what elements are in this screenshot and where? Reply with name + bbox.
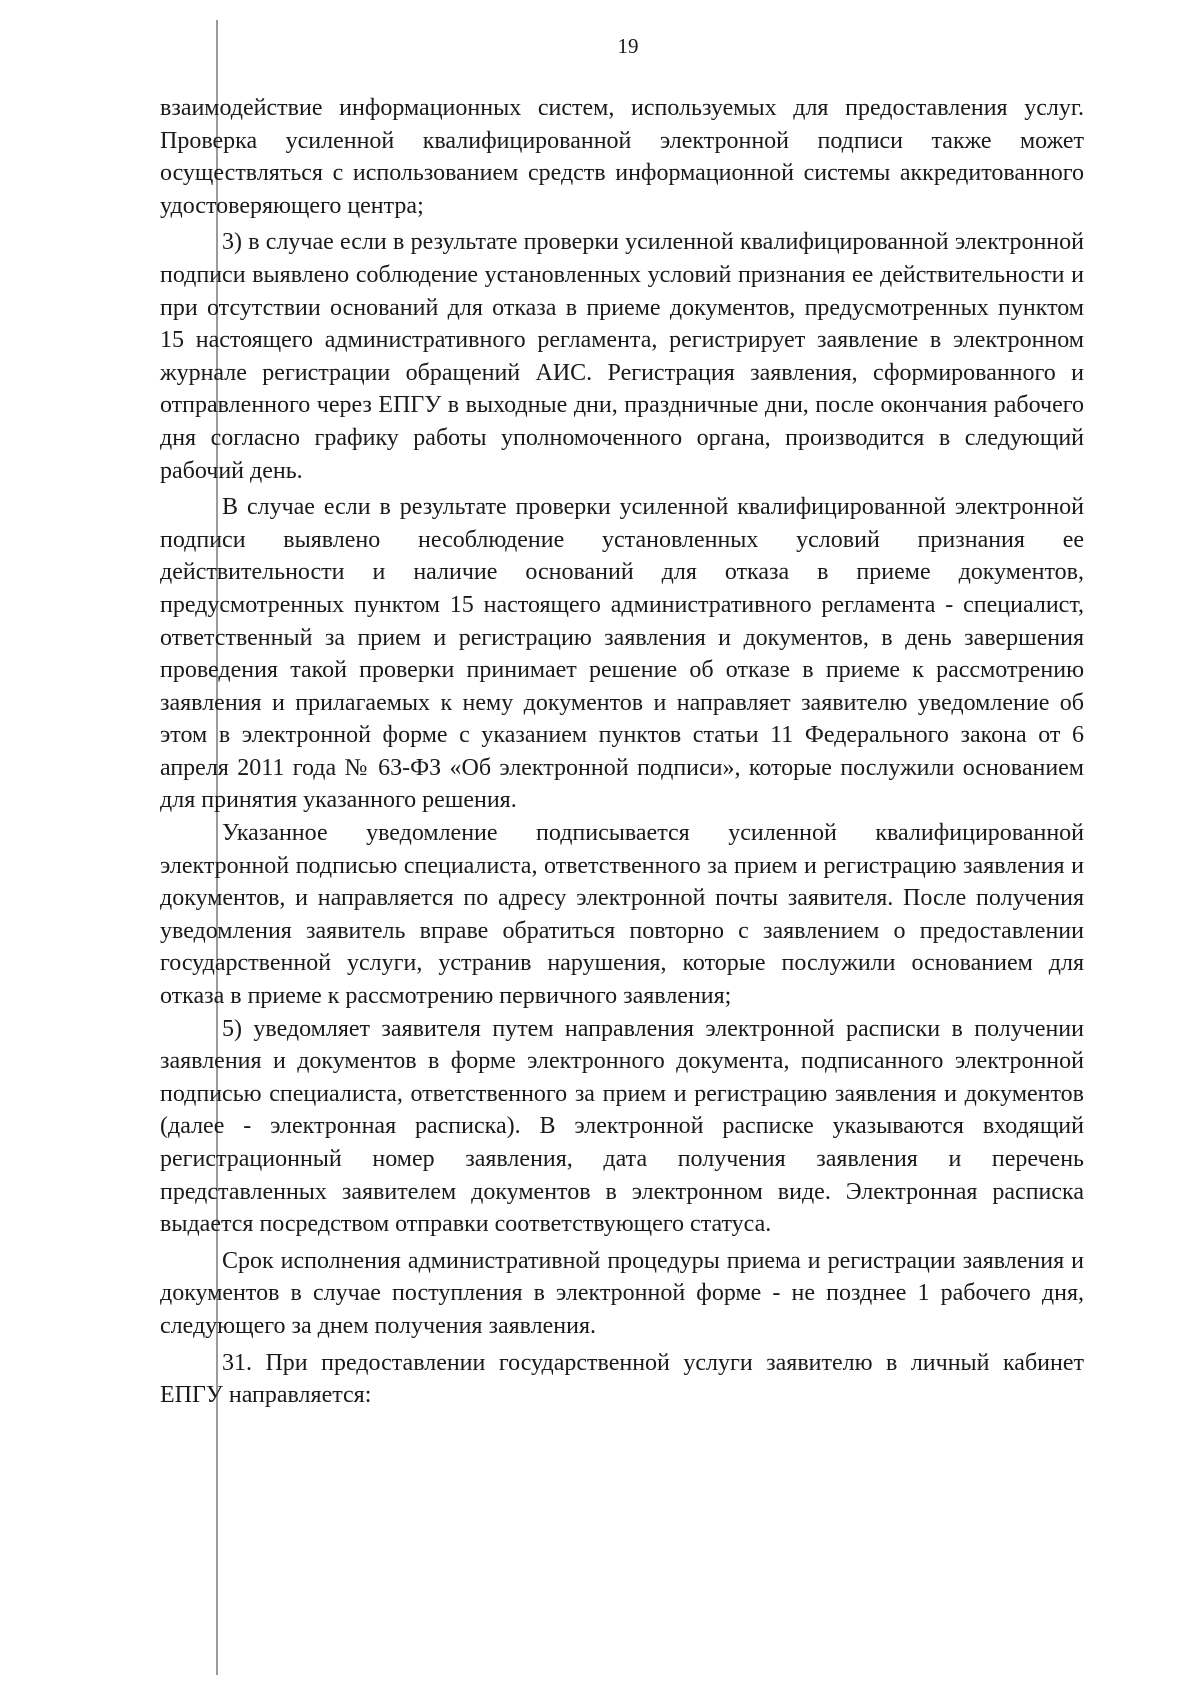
paragraph-signature-check-continuation: взаимодействие информационных систем, используемых для предоставления услуг. Проверка усиленной квалифицированной электронной подписи также может осуществляться с использованием средств информационной системы аккредитованного удостоверяющего центра; (160, 95, 1084, 219)
paragraph-notification-signature: Указанное уведомление подписывается усиленной квалифицированной электронной подписью специалиста, ответственного за прием и регистрацию заявления и документов, и направляется по адресу электронной почты заявителя. После получения уведомления заявитель вправе обратиться повторно с заявлением о предоставлении государственной услуги, устранив нарушения, которые послужили основанием для отказа в приеме к рассмотрению первичного заявления; (160, 820, 1084, 1010)
paragraph-item-31-cabinet: 31. При предоставлении государственной услуги заявителю в личный кабинет ЕПГУ направляется: (160, 1349, 1084, 1409)
page-number: 19 (617, 34, 639, 58)
paragraph-procedure-deadline: Срок исполнения административной процедуры приема и регистрации заявления и документов в случае поступления в электронной форме - не позднее 1 рабочего дня, следующего за днем получения заявления. (160, 1247, 1084, 1339)
paragraph-refusal-case: В случае если в результате проверки усиленной квалифицированной электронной подписи выявлено несоблюдение установленных условий признания ее действительности и наличие оснований для отказа в приеме документов, предусмотренных пунктом 15 настоящего административного регламента - специалист, ответственный за прием и регистрацию заявления и документов, в день завершения проведения такой проверки принимает решение об отказе в приеме к рассмотрению заявления и прилагаемых к нему документов и направляет заявителю уведомление об этом в электронной форме с указанием пунктов статьи 11 Федерального закона от 6 апреля 2011 года № 63-ФЗ «Об электронной подписи», которые послужили основанием для принятия указанного решения. (160, 494, 1084, 814)
paragraph-item-5-receipt: 5) уведомляет заявителя путем направления электронной расписки в получении заявления и документов в форме электронного документа, подписанного электронной подписью специалиста, ответственного за прием и регистрацию заявления и документов (далее - электронная расписка). В электронной расписке указываются входящий регистрационный номер заявления, дата получения заявления и перечень представленных заявителем документов в электронном виде. Электронная расписка выдается посредством отправки соответствующего статуса. (160, 1015, 1084, 1238)
paragraph-item-3-registration: 3) в случае если в результате проверки усиленной квалифицированной электронной подписи выявлено соблюдение установленных условий признания ее действительности и при отсутствии оснований для отказа в приеме документов, предусмотренных пунктом 15 настоящего административного регламента, регистрирует заявление в электронном журнале регистрации обращений АИС. Регистрация заявления, сформированного и отправленного через ЕПГУ в выходные дни, праздничные дни, после окончания рабочего дня согласно графику работы уполномоченного органа, производится в следующий рабочий день. (160, 229, 1084, 484)
document-body (160, 92, 1084, 1412)
